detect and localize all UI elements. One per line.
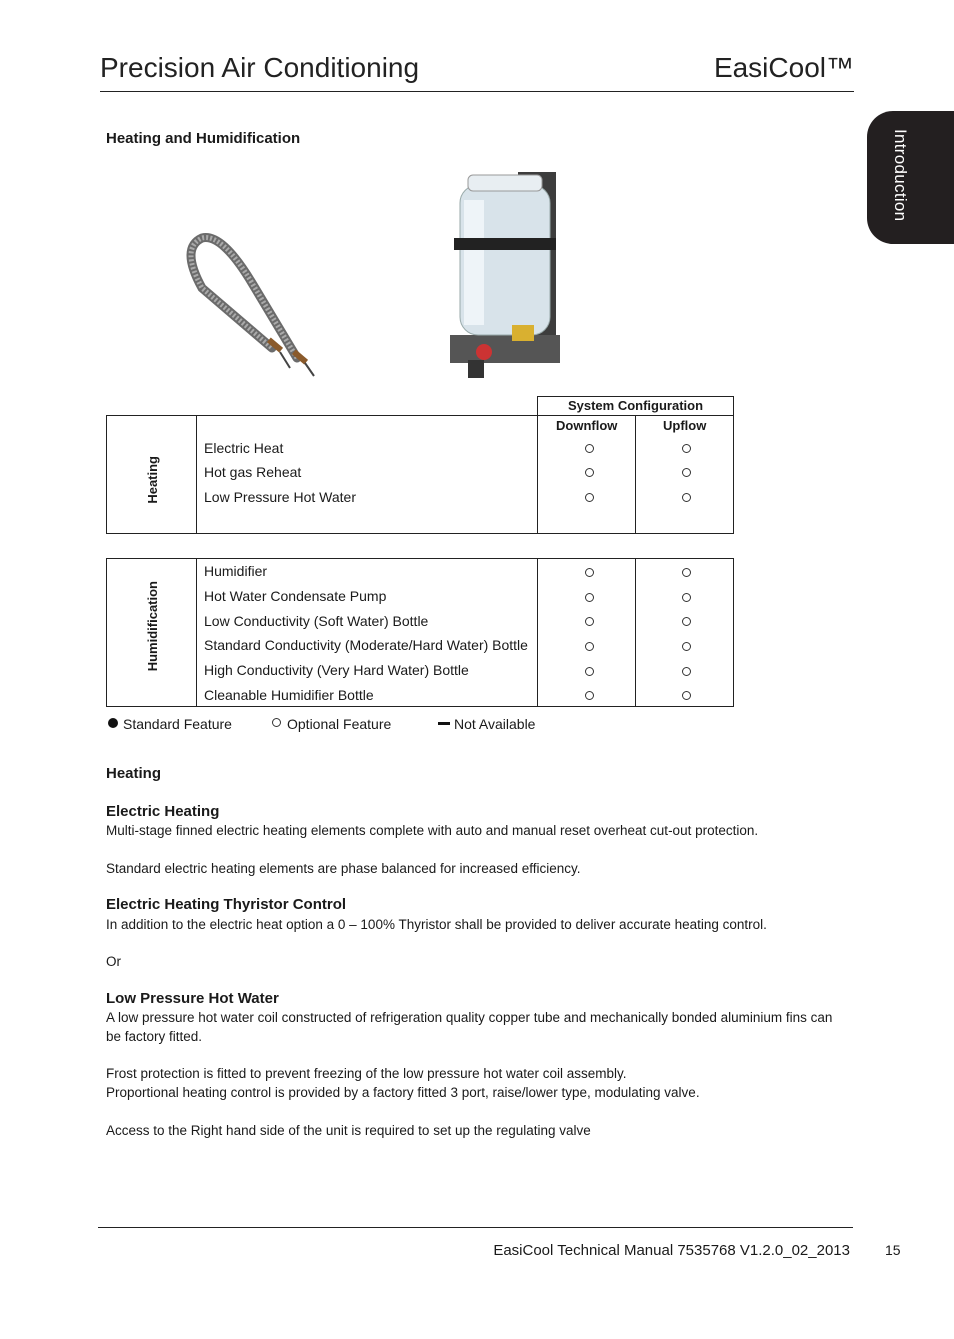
table-row-label: Electric Heat — [204, 440, 284, 456]
table-row-label: Cleanable Humidifier Bottle — [204, 687, 374, 703]
column-header-downflow: Downflow — [556, 418, 618, 433]
optional-feature-icon — [682, 493, 691, 502]
legend-optional: Optional Feature — [287, 716, 392, 732]
page-header-brand: EasiCool™ — [713, 52, 854, 83]
optional-feature-icon — [682, 617, 691, 626]
standard-feature-icon — [108, 718, 118, 728]
paragraph: Frost protection is fitted to prevent freezing of the low pressure hot water coil assembly. — [106, 1066, 627, 1081]
heading-thyristor-control: Electric Heating Thyristor Control — [106, 896, 347, 913]
legend-standard: Standard Feature — [123, 716, 232, 732]
header-divider — [100, 91, 854, 92]
table-row-label: Hot gas Reheat — [204, 464, 302, 480]
optional-feature-icon — [585, 691, 594, 700]
footer-manual-reference: EasiCool Technical Manual 7535768 V1.2.0_02_2013 — [493, 1242, 850, 1259]
paragraph: Proportional heating control is provided by a factory fitted 3 port, raise/lower type, modulating valve. — [106, 1085, 700, 1100]
footer-divider — [98, 1227, 853, 1228]
table-row-label: High Conductivity (Very Hard Water) Bottle — [204, 662, 469, 678]
optional-feature-icon — [682, 667, 691, 676]
optional-feature-icon — [682, 691, 691, 700]
humidification-table — [106, 558, 734, 707]
table-row-label: Standard Conductivity (Moderate/Hard Water) Bottle — [204, 637, 528, 653]
table-row-label: Low Pressure Hot Water — [204, 489, 356, 505]
humidification-group-label: Humidification — [145, 581, 160, 672]
humidifier-cylinder-image — [368, 160, 634, 388]
heading-heating: Heating — [106, 765, 162, 782]
paragraph: In addition to the electric heat option a 0 – 100% Thyristor shall be provided to deliver accurate heating control. — [106, 917, 767, 932]
heating-element-image — [152, 208, 340, 388]
table-row-label: Hot Water Condensate Pump — [204, 588, 387, 604]
section-tab-label: Introduction — [891, 129, 910, 222]
optional-feature-icon — [272, 718, 281, 727]
optional-feature-icon — [682, 568, 691, 577]
system-configuration-header: System Configuration — [537, 396, 734, 416]
optional-feature-icon — [585, 617, 594, 626]
heading-low-pressure-hot-water: Low Pressure Hot Water — [106, 990, 279, 1007]
paragraph: Multi-stage finned electric heating elements complete with auto and manual reset overheat cut-out protection. — [106, 823, 759, 838]
optional-feature-icon — [585, 444, 594, 453]
column-header-upflow: Upflow — [663, 418, 707, 433]
heating-table — [106, 415, 734, 534]
paragraph: Access to the Right hand side of the unit is required to set up the regulating valve — [106, 1123, 591, 1138]
heading-electric-heating: Electric Heating — [106, 803, 220, 820]
optional-feature-icon — [682, 642, 691, 651]
optional-feature-icon — [585, 493, 594, 502]
optional-feature-icon — [585, 667, 594, 676]
optional-feature-icon — [585, 568, 594, 577]
legend-not-available: Not Available — [454, 716, 536, 732]
page-header-title: Precision Air Conditioning — [100, 52, 420, 83]
page-number: 15 — [885, 1242, 901, 1258]
heating-group-label: Heating — [145, 456, 160, 504]
optional-feature-icon — [682, 468, 691, 477]
optional-feature-icon — [585, 642, 594, 651]
section-title: Heating and Humidification — [106, 130, 301, 147]
table-row-label: Humidifier — [204, 563, 268, 579]
table-row-label: Low Conductivity (Soft Water) Bottle — [204, 613, 429, 629]
not-available-icon — [438, 722, 450, 725]
optional-feature-icon — [682, 593, 691, 602]
paragraph: Standard electric heating elements are phase balanced for increased efficiency. — [106, 861, 581, 876]
paragraph-or: Or — [106, 954, 121, 969]
optional-feature-icon — [682, 444, 691, 453]
optional-feature-icon — [585, 468, 594, 477]
section-tab-introduction[interactable] — [867, 111, 954, 244]
optional-feature-icon — [585, 593, 594, 602]
paragraph: A low pressure hot water coil constructed of refrigeration quality copper tube and mechanically bonded aluminium fins can be factory fitted. — [106, 1010, 833, 1044]
